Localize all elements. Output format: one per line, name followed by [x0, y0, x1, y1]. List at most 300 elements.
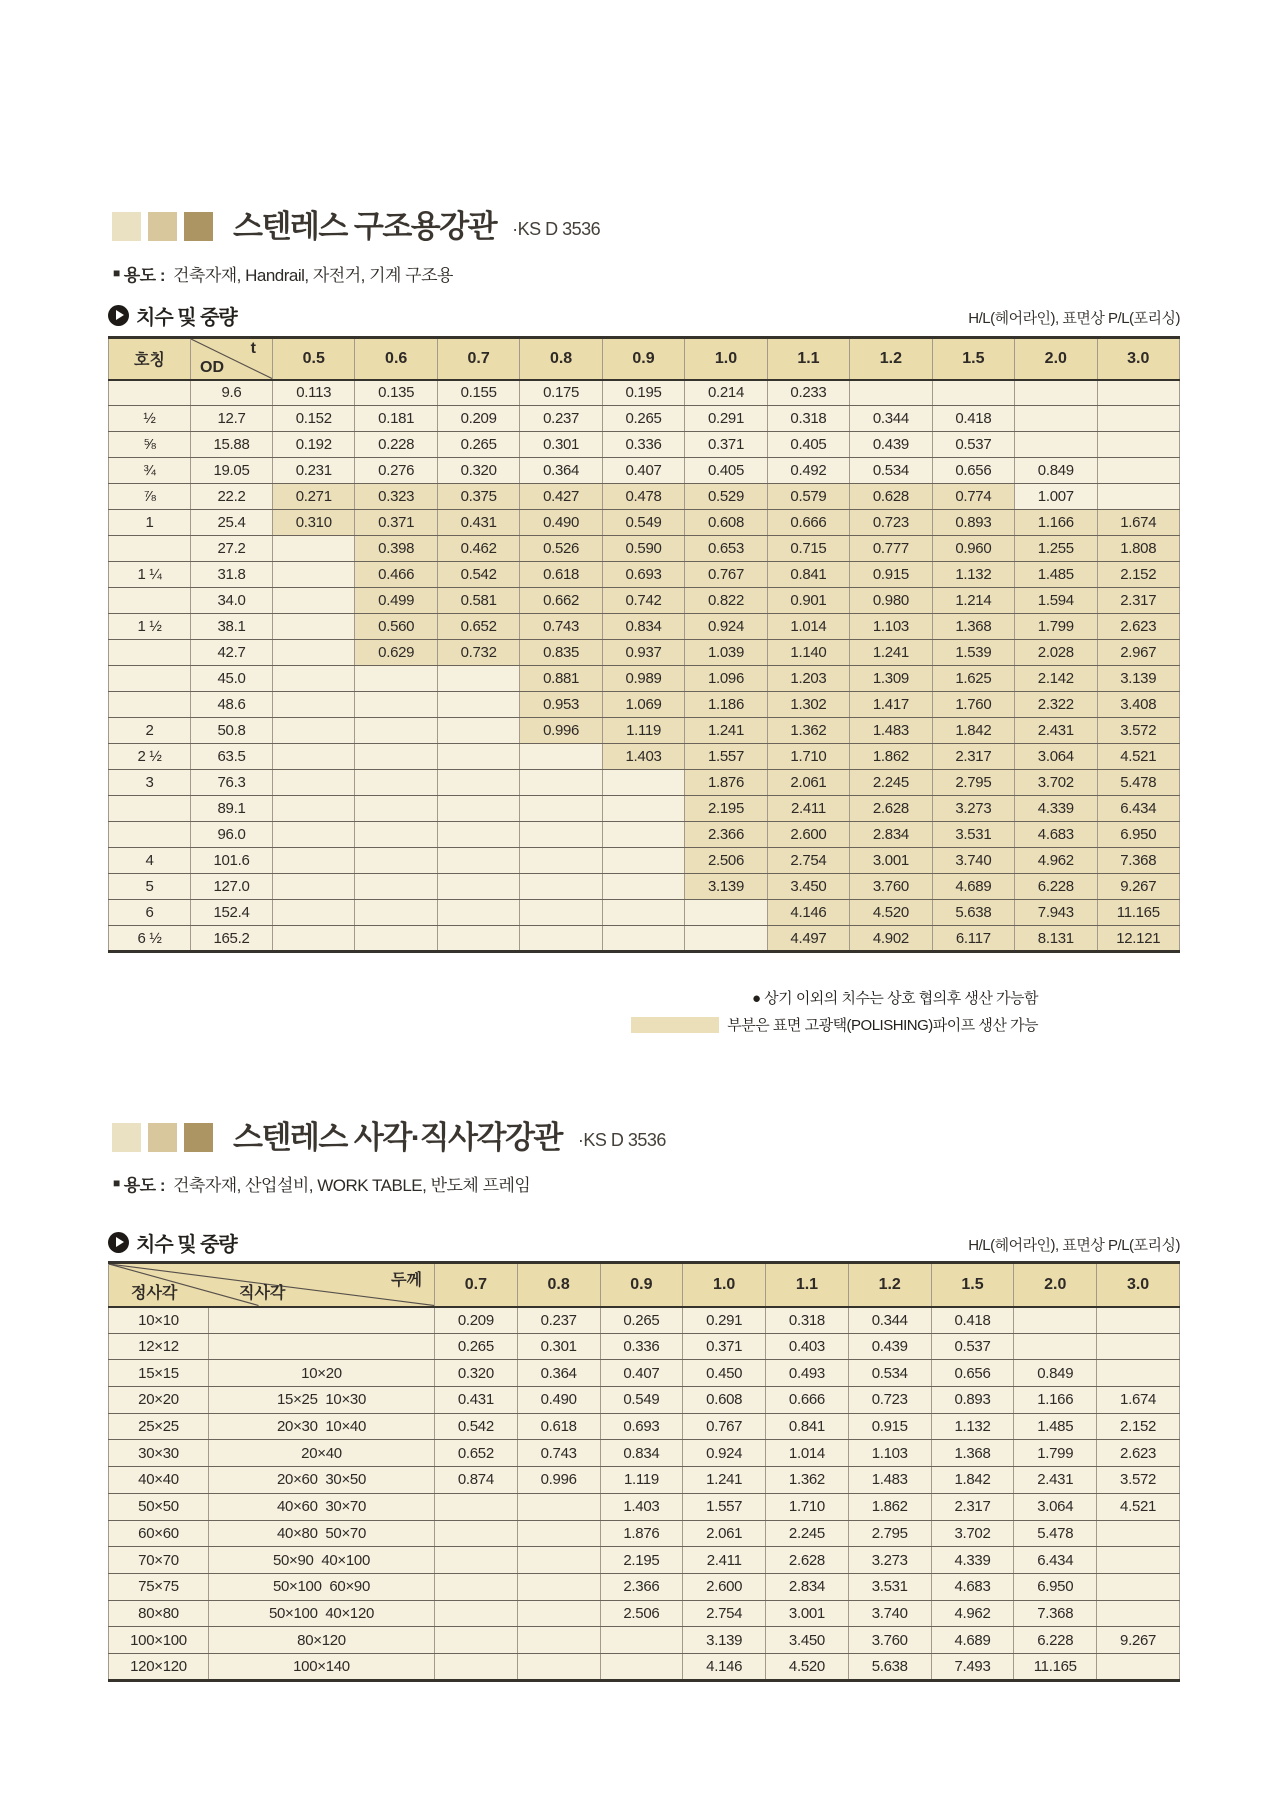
value-cell [517, 1493, 600, 1520]
value-cell: 0.427 [520, 484, 602, 510]
value-cell: 2.152 [1097, 1413, 1180, 1440]
value-cell [273, 874, 355, 900]
value-cell: 0.608 [683, 1387, 766, 1414]
value-cell: 1.594 [1015, 588, 1097, 614]
value-cell [355, 744, 437, 770]
square-bullet-icon: ■ [113, 1175, 120, 1190]
value-cell: 5.638 [932, 900, 1014, 926]
value-cell: 0.924 [685, 614, 767, 640]
value-cell [273, 562, 355, 588]
value-cell: 0.431 [437, 510, 519, 536]
value-cell: 0.364 [517, 1360, 600, 1387]
value-cell: 12.121 [1097, 926, 1179, 952]
value-cell: 0.214 [685, 380, 767, 406]
table-row [109, 1307, 1180, 1334]
value-cell: 0.265 [602, 406, 684, 432]
size-cell: 80×80 [109, 1600, 209, 1627]
value-cell: 3.273 [848, 1547, 931, 1574]
size-cell: 9.6 [191, 380, 273, 406]
value-cell: 3.450 [766, 1627, 849, 1654]
value-cell [932, 380, 1014, 406]
value-cell [602, 796, 684, 822]
value-cell: 0.228 [355, 432, 437, 458]
size-cell: 89.1 [191, 796, 273, 822]
value-cell: 1.166 [1015, 510, 1097, 536]
usage-text: 건축자재, Handrail, 자전거, 기계 구조용 [172, 266, 453, 285]
value-cell: 8.131 [1015, 926, 1097, 952]
thickness-header: 0.6 [355, 338, 437, 380]
value-cell [685, 926, 767, 952]
table-row [109, 874, 1180, 900]
size-cell: 50×100 60×90 [209, 1573, 435, 1600]
size-cell: ½ [109, 406, 191, 432]
size-cell: 10×20 [209, 1360, 435, 1387]
corner-label-square: 정사각 [131, 1284, 178, 1302]
value-cell: 4.962 [931, 1600, 1014, 1627]
square-rect-corner-header [109, 1263, 435, 1307]
value-cell: 3.273 [932, 796, 1014, 822]
value-cell: 0.874 [435, 1467, 518, 1494]
value-cell: 2.967 [1097, 640, 1179, 666]
table-row [109, 926, 1180, 952]
value-cell: 0.666 [767, 510, 849, 536]
size-cell [109, 380, 191, 406]
value-cell: 1.876 [685, 770, 767, 796]
size-cell: 100×140 [209, 1653, 435, 1680]
size-cell: 76.3 [191, 770, 273, 796]
table-row [109, 666, 1180, 692]
thickness-header: 0.5 [273, 338, 355, 380]
table-row [109, 640, 1180, 666]
value-cell: 0.265 [600, 1307, 683, 1334]
size-cell: 50×50 [109, 1493, 209, 1520]
size-cell: 6 ½ [109, 926, 191, 952]
value-cell: 0.492 [767, 458, 849, 484]
thickness-header: 0.8 [517, 1263, 600, 1307]
table-row [109, 692, 1180, 718]
value-cell: 2.431 [1015, 718, 1097, 744]
value-cell [1097, 1573, 1180, 1600]
value-cell [273, 744, 355, 770]
value-cell: 0.529 [685, 484, 767, 510]
table-row [109, 1573, 1180, 1600]
value-cell: 0.237 [520, 406, 602, 432]
value-cell [1097, 432, 1179, 458]
size-cell: 20×40 [209, 1440, 435, 1467]
size-cell [109, 822, 191, 848]
size-cell: 165.2 [191, 926, 273, 952]
value-cell: 0.653 [685, 536, 767, 562]
value-cell: 1.403 [600, 1493, 683, 1520]
table-row [109, 1413, 1180, 1440]
value-cell: 3.064 [1015, 744, 1097, 770]
value-cell [1097, 1520, 1180, 1547]
value-cell [355, 718, 437, 744]
value-cell: 0.135 [355, 380, 437, 406]
size-cell: 15.88 [191, 432, 273, 458]
value-cell: 3.531 [848, 1573, 931, 1600]
value-cell: 0.579 [767, 484, 849, 510]
value-cell: 2.754 [767, 848, 849, 874]
thickness-header: 0.7 [435, 1263, 518, 1307]
value-cell: 0.953 [520, 692, 602, 718]
value-cell: 4.902 [850, 926, 932, 952]
value-cell: 0.662 [520, 588, 602, 614]
value-cell: 1.862 [848, 1493, 931, 1520]
value-cell: 0.320 [437, 458, 519, 484]
value-cell [1014, 1333, 1097, 1360]
value-cell [355, 900, 437, 926]
section1-heading-row [108, 301, 1180, 330]
thickness-header: 0.9 [602, 338, 684, 380]
value-cell: 0.534 [848, 1360, 931, 1387]
table-row [109, 744, 1180, 770]
value-cell [1097, 1600, 1180, 1627]
value-cell: 1.842 [932, 718, 1014, 744]
value-cell: 0.403 [766, 1333, 849, 1360]
value-cell [273, 796, 355, 822]
value-cell [602, 848, 684, 874]
value-cell [355, 848, 437, 874]
value-cell: 0.291 [685, 406, 767, 432]
value-cell: 2.317 [1097, 588, 1179, 614]
value-cell [435, 1653, 518, 1680]
value-cell [355, 692, 437, 718]
value-cell: 3.001 [850, 848, 932, 874]
value-cell [273, 640, 355, 666]
value-cell: 4.497 [767, 926, 849, 952]
table-row [109, 1600, 1180, 1627]
size-cell: 31.8 [191, 562, 273, 588]
value-cell: 1.186 [685, 692, 767, 718]
size-cell: 1 [109, 510, 191, 536]
value-cell: 6.434 [1097, 796, 1179, 822]
value-cell [685, 900, 767, 926]
value-cell [435, 1573, 518, 1600]
table-row [109, 1467, 1180, 1494]
value-cell: 0.371 [683, 1333, 766, 1360]
value-cell: 0.960 [932, 536, 1014, 562]
value-cell: 0.450 [683, 1360, 766, 1387]
value-cell: 0.590 [602, 536, 684, 562]
size-cell: 27.2 [191, 536, 273, 562]
value-cell: 0.560 [355, 614, 437, 640]
value-cell: 0.375 [437, 484, 519, 510]
value-cell [355, 796, 437, 822]
value-cell: 1.132 [932, 562, 1014, 588]
table-row [109, 1333, 1180, 1360]
value-cell [517, 1520, 600, 1547]
value-cell [437, 718, 519, 744]
value-cell: 0.915 [850, 562, 932, 588]
table1-footnotes [108, 988, 1038, 1042]
value-cell: 0.209 [435, 1307, 518, 1334]
square-bullet-icon: ■ [113, 265, 120, 280]
value-cell [1097, 1360, 1180, 1387]
value-cell: 3.760 [848, 1627, 931, 1654]
value-cell: 0.113 [273, 380, 355, 406]
table-row [109, 822, 1180, 848]
footnote-polishing: 부분은 표면 고광택(POLISHING)파이프 생산 가능 [108, 1015, 1038, 1037]
value-cell [1015, 432, 1097, 458]
header-row [109, 1263, 1180, 1307]
size-cell: 100×100 [109, 1627, 209, 1654]
value-cell: 0.344 [850, 406, 932, 432]
value-cell [273, 770, 355, 796]
section2-title: 스텐레스 사각·직사각강관 [233, 1120, 562, 1155]
value-cell [435, 1627, 518, 1654]
value-cell: 3.064 [1014, 1493, 1097, 1520]
value-cell [273, 666, 355, 692]
value-cell: 0.231 [273, 458, 355, 484]
value-cell: 3.572 [1097, 718, 1179, 744]
value-cell [602, 874, 684, 900]
value-cell [1097, 1307, 1180, 1334]
thickness-header: 1.5 [932, 338, 1014, 380]
value-cell [273, 900, 355, 926]
value-cell: 0.629 [355, 640, 437, 666]
thickness-header: 1.2 [850, 338, 932, 380]
size-cell: 15×25 10×30 [209, 1387, 435, 1414]
value-cell: 1.039 [685, 640, 767, 666]
value-cell: 0.652 [435, 1440, 518, 1467]
value-cell: 0.478 [602, 484, 684, 510]
value-cell: 1.876 [600, 1520, 683, 1547]
value-cell: 4.339 [1015, 796, 1097, 822]
value-cell: 0.405 [767, 432, 849, 458]
size-cell [109, 588, 191, 614]
value-cell: 3.531 [932, 822, 1014, 848]
value-cell [273, 692, 355, 718]
value-cell [602, 900, 684, 926]
table-row [109, 718, 1180, 744]
size-cell: 40×60 30×70 [209, 1493, 435, 1520]
size-cell: 34.0 [191, 588, 273, 614]
table-row [109, 796, 1180, 822]
size-cell: 63.5 [191, 744, 273, 770]
value-cell [520, 796, 602, 822]
value-cell [517, 1600, 600, 1627]
value-cell: 0.732 [437, 640, 519, 666]
value-cell: 4.146 [683, 1653, 766, 1680]
section2-heading-row [108, 1228, 1180, 1257]
value-cell: 1.241 [685, 718, 767, 744]
square-icon [184, 1123, 213, 1152]
value-cell: 3.740 [848, 1600, 931, 1627]
value-cell [437, 926, 519, 952]
table-row [109, 1520, 1180, 1547]
value-cell: 2.600 [767, 822, 849, 848]
value-cell [602, 926, 684, 952]
value-cell [600, 1653, 683, 1680]
value-cell: 2.317 [932, 744, 1014, 770]
value-cell: 3.001 [766, 1600, 849, 1627]
value-cell: 2.600 [683, 1573, 766, 1600]
value-cell: 1.103 [850, 614, 932, 640]
value-cell: 0.155 [437, 380, 519, 406]
value-cell: 1.710 [767, 744, 849, 770]
value-cell [437, 770, 519, 796]
size-cell: 1 ½ [109, 614, 191, 640]
value-cell [520, 874, 602, 900]
table-row [109, 900, 1180, 926]
value-cell: 1.255 [1015, 536, 1097, 562]
value-cell [437, 822, 519, 848]
size-cell: 50.8 [191, 718, 273, 744]
value-cell [273, 588, 355, 614]
value-cell: 1.485 [1015, 562, 1097, 588]
value-cell: 0.542 [435, 1413, 518, 1440]
value-cell [355, 926, 437, 952]
table-row [109, 1387, 1180, 1414]
value-cell: 0.181 [355, 406, 437, 432]
value-cell: 1.007 [1015, 484, 1097, 510]
value-cell [437, 900, 519, 926]
value-cell: 2.411 [767, 796, 849, 822]
value-cell: 0.323 [355, 484, 437, 510]
footnote-production: ● 상기 이외의 치수는 상호 협의후 생산 가능함 [751, 990, 1038, 1007]
table-row [109, 1653, 1180, 1680]
value-cell: 1.203 [767, 666, 849, 692]
value-cell: 4.683 [931, 1573, 1014, 1600]
table-row [109, 770, 1180, 796]
value-cell: 3.450 [767, 874, 849, 900]
size-cell: 60×60 [109, 1520, 209, 1547]
value-cell: 1.417 [850, 692, 932, 718]
value-cell: 0.310 [273, 510, 355, 536]
value-cell: 0.407 [600, 1360, 683, 1387]
value-cell: 0.405 [685, 458, 767, 484]
value-cell: 2.142 [1015, 666, 1097, 692]
value-cell: 3.408 [1097, 692, 1179, 718]
value-cell: 0.364 [520, 458, 602, 484]
value-cell: 4.962 [1015, 848, 1097, 874]
size-cell: 50×90 40×100 [209, 1547, 435, 1574]
value-cell: 1.241 [683, 1467, 766, 1494]
value-cell: 3.139 [685, 874, 767, 900]
size-cell: 2 [109, 718, 191, 744]
value-cell: 0.693 [600, 1413, 683, 1440]
size-cell: 40×80 50×70 [209, 1520, 435, 1547]
value-cell: 0.265 [435, 1333, 518, 1360]
value-cell: 1.674 [1097, 510, 1179, 536]
value-cell [435, 1520, 518, 1547]
size-cell: 152.4 [191, 900, 273, 926]
square-rect-pipe-table [108, 1261, 1180, 1682]
value-cell: 2.317 [931, 1493, 1014, 1520]
value-cell: 0.431 [435, 1387, 518, 1414]
value-cell: 0.265 [437, 432, 519, 458]
size-cell: 20×20 [109, 1387, 209, 1414]
size-cell [109, 666, 191, 692]
value-cell: 2.506 [600, 1600, 683, 1627]
value-cell: 7.943 [1015, 900, 1097, 926]
size-cell: 101.6 [191, 848, 273, 874]
value-cell: 0.291 [683, 1307, 766, 1334]
value-cell [517, 1653, 600, 1680]
value-cell: 0.980 [850, 588, 932, 614]
value-cell: 0.656 [931, 1360, 1014, 1387]
section1-standard-code: ·KS D 3536 [512, 219, 601, 239]
size-cell [109, 640, 191, 666]
value-cell: 0.893 [932, 510, 1014, 536]
size-cell [209, 1307, 435, 1334]
value-cell [1097, 380, 1179, 406]
size-cell: ⅞ [109, 484, 191, 510]
value-cell: 5.478 [1014, 1520, 1097, 1547]
value-cell: 0.152 [273, 406, 355, 432]
thickness-header: 1.0 [685, 338, 767, 380]
value-cell: 6.434 [1014, 1547, 1097, 1574]
value-cell: 1.799 [1014, 1440, 1097, 1467]
value-cell: 0.439 [850, 432, 932, 458]
value-cell: 2.322 [1015, 692, 1097, 718]
value-cell: 0.301 [517, 1333, 600, 1360]
value-cell: 2.623 [1097, 614, 1179, 640]
thickness-header: 3.0 [1097, 1263, 1180, 1307]
value-cell: 4.683 [1015, 822, 1097, 848]
value-cell: 2.754 [683, 1600, 766, 1627]
value-cell: 0.549 [600, 1387, 683, 1414]
value-cell: 1.119 [600, 1467, 683, 1494]
value-cell: 0.537 [932, 432, 1014, 458]
value-cell [520, 770, 602, 796]
value-cell: 1.014 [766, 1440, 849, 1467]
value-cell: 3.702 [1015, 770, 1097, 796]
size-cell: 50×100 40×120 [209, 1600, 435, 1627]
value-cell: 0.271 [273, 484, 355, 510]
value-cell: 0.581 [437, 588, 519, 614]
value-cell: 0.743 [520, 614, 602, 640]
value-cell: 1.485 [1014, 1413, 1097, 1440]
value-cell: 5.478 [1097, 770, 1179, 796]
value-cell: 9.267 [1097, 1627, 1180, 1654]
value-cell [520, 926, 602, 952]
size-cell: 1 ¼ [109, 562, 191, 588]
value-cell [437, 848, 519, 874]
value-cell: 2.061 [683, 1520, 766, 1547]
size-cell: 4 [109, 848, 191, 874]
value-cell: 0.407 [602, 458, 684, 484]
value-cell: 1.557 [685, 744, 767, 770]
value-cell: 2.506 [685, 848, 767, 874]
value-cell: 2.795 [932, 770, 1014, 796]
value-cell: 4.339 [931, 1547, 1014, 1574]
size-cell: 2 ½ [109, 744, 191, 770]
value-cell: 1.166 [1014, 1387, 1097, 1414]
value-cell: 0.723 [850, 510, 932, 536]
value-cell: 1.625 [932, 666, 1014, 692]
od-thickness-corner-header [191, 338, 273, 380]
section2-title-row [112, 1122, 666, 1153]
value-cell: 2.795 [848, 1520, 931, 1547]
value-cell: 7.368 [1014, 1600, 1097, 1627]
value-cell: 0.767 [685, 562, 767, 588]
value-cell [435, 1547, 518, 1574]
value-cell: 2.834 [850, 822, 932, 848]
value-cell: 0.937 [602, 640, 684, 666]
size-cell: 25.4 [191, 510, 273, 536]
size-cell: 38.1 [191, 614, 273, 640]
value-cell: 6.228 [1015, 874, 1097, 900]
thickness-header: 1.2 [848, 1263, 931, 1307]
corner-label-t: t [250, 340, 256, 357]
table-row [109, 536, 1180, 562]
dimension-weight-heading: 치수 및 중량 [108, 301, 237, 330]
value-cell: 4.520 [850, 900, 932, 926]
value-cell: 1.132 [931, 1413, 1014, 1440]
value-cell: 1.808 [1097, 536, 1179, 562]
